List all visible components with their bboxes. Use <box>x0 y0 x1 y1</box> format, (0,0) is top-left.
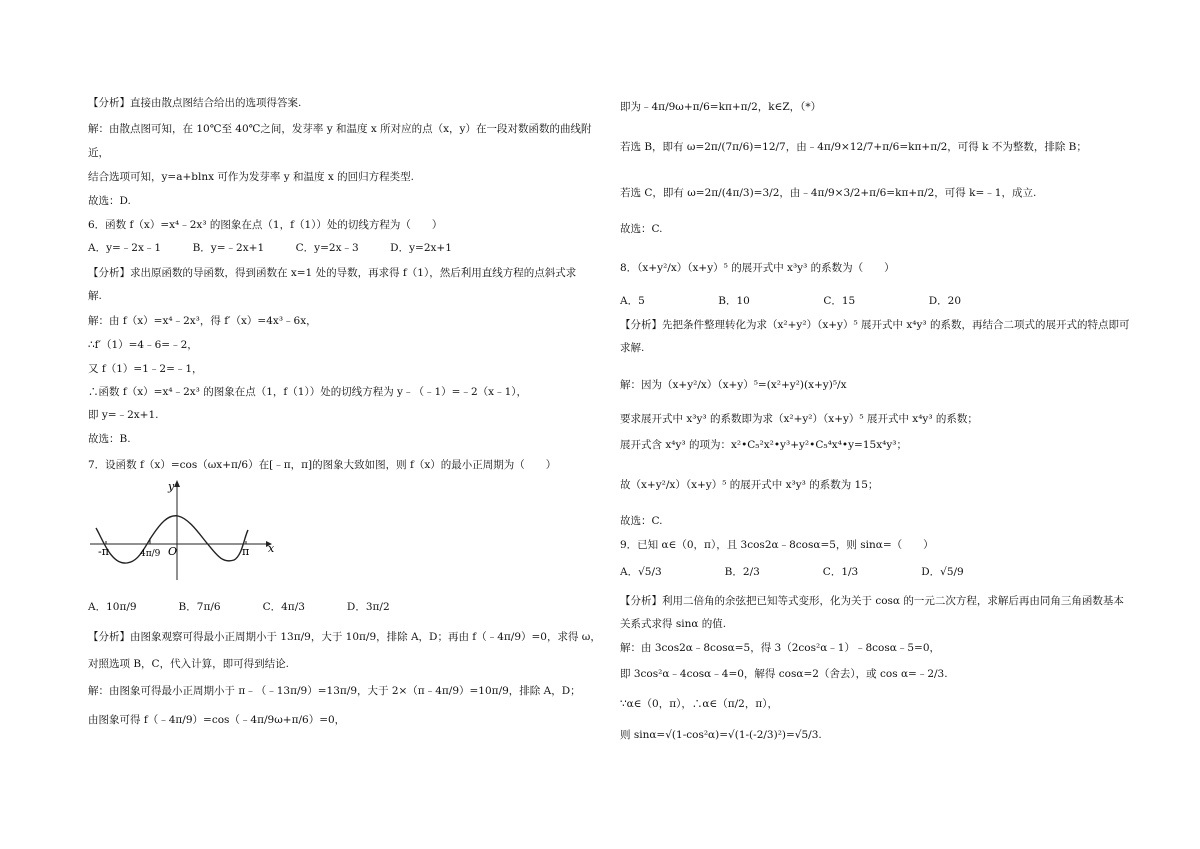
right-line-3: 故选：C. <box>620 223 663 235</box>
tick-pi: π <box>242 545 250 558</box>
left-line-17: 【分析】由图象观察可得最小正周期小于 13π/9，大于 10π/9，排除 A，D；再由 f（﹣4π/9）=0，求得 ω， <box>88 631 601 643</box>
left-line-14: 故选：B. <box>88 433 131 445</box>
right-line-14: A．√5/3 B．2/3 C．1/3 D．√5/9 <box>620 566 964 578</box>
left-line-8: 解. <box>88 290 102 302</box>
right-line-16: 关系式求得 sinα 的值. <box>620 618 727 630</box>
left-line-0: 【分析】直接由散点图结合给出的选项得答案. <box>88 97 302 109</box>
left-line-18: 对照选项 B，C，代入计算，即可得到结论. <box>88 658 289 670</box>
right-line-9: 要求展开式中 x³y³ 的系数即为求（x²+y²）（x+y）⁵ 展开式中 x⁴y³ 的系数； <box>620 413 978 425</box>
left-line-11: 又 f（1）=1﹣2=﹣1， <box>88 363 203 375</box>
left-line-9: 解：由 f（x）=x⁴﹣2x³，得 f′（x）=4x³﹣6x， <box>88 315 317 327</box>
right-line-11: 故（x+y²/x）（x+y）⁵ 的展开式中 x³y³ 的系数为 15； <box>620 479 879 491</box>
left-line-7: 【分析】求出原函数的导函数，得到函数在 x=1 处的导数，再求得 f（1），然后利用直线方程的点斜式求 <box>88 267 577 279</box>
left-line-2: 近， <box>88 147 109 159</box>
x-axis-label: x <box>268 542 275 555</box>
left-line-3: 结合选项可知，y=a+blnx 可作为发芽率 y 和温度 x 的回归方程类型. <box>88 171 414 183</box>
tick-4pi-9: 4π/9 <box>140 549 161 559</box>
cosine-graph <box>88 478 278 584</box>
y-axis-label: y <box>168 480 175 493</box>
left-line-16: A．10π/9 B．7π/6 C．4π/3 D．3π/2 <box>88 601 390 613</box>
left-line-6: A．y=﹣2x﹣1 B．y=﹣2x+1 C．y=2x﹣3 D．y=2x+1 <box>88 242 452 254</box>
right-line-7: 求解. <box>620 342 645 354</box>
left-line-13: 即 y=﹣2x+1. <box>88 409 159 421</box>
right-line-20: 则 sinα=√(1-cos²α)=√(1-(-2/3)²)=√5/3. <box>620 729 822 741</box>
left-line-19: 解：由图象可得最小正周期小于 π﹣（﹣13π/9）=13π/9，大于 2×（π﹣4π/9）=10π/9，排除 A，D； <box>88 685 581 697</box>
right-line-19: ∵α∈（0，π），∴α∈（π/2，π）， <box>620 698 779 710</box>
right-line-0: 即为﹣4π/9ω+π/6=kπ+π/2，k∈Z，（*） <box>620 101 822 113</box>
right-line-5: A．5 B．10 C．15 D．20 <box>620 295 962 307</box>
right-line-6: 【分析】先把条件整理转化为求（x²+y²）（x+y）⁵ 展开式中 x⁴y³ 的系数，再结合二项式的展开式的特点即可 <box>620 319 1130 331</box>
left-line-12: ∴函数 f（x）=x⁴﹣2x³ 的图象在点（1，f（1））处的切线方程为 y﹣（﹣1）=﹣2（x﹣1）， <box>88 386 527 398</box>
right-line-18: 即 3cos²α﹣4cosα﹣4=0，解得 cosα=2（舍去），或 cos α=﹣2/3. <box>620 668 948 680</box>
left-line-20: 由图象可得 f（﹣4π/9）=cos（﹣4π/9ω+π/6）=0， <box>88 714 346 726</box>
right-line-1: 若选 B，即有 ω=2π/(7π/6)=12/7，由﹣4π/9×12/7+π/6=kπ+π/2，可得 k 不为整数，排除 B； <box>620 141 1087 153</box>
tick-neg-pi: -π <box>98 545 109 558</box>
right-line-8: 解：因为（x+y²/x）（x+y）⁵=(x²+y²)(x+y)⁵/x <box>620 379 847 391</box>
right-line-2: 若选 C，即有 ω=2π/(4π/3)=3/2，由﹣4π/9×3/2+π/6=kπ+π/2，可得 k=﹣1，成立. <box>620 187 1037 199</box>
right-line-12: 故选：C. <box>620 515 663 527</box>
y-axis-arrow <box>174 480 180 487</box>
right-line-13: 9．已知 α∈（0，π），且 3cos2α﹣8cosα=5，则 sinα=（ ） <box>620 539 934 551</box>
left-line-5: 6．函数 f（x）=x⁴﹣2x³ 的图象在点（1，f（1））处的切线方程为（ ） <box>88 219 443 231</box>
left-line-4: 故选：D. <box>88 195 131 207</box>
origin-label: O <box>168 545 178 558</box>
right-line-17: 解：由 3cos2α﹣8cosα=5，得 3（2cos²α﹣1）﹣8cosα﹣5=0， <box>620 642 941 654</box>
left-line-1: 解：由散点图可知，在 10℃至 40℃之间，发芽率 y 和温度 x 所对应的点（x，y）在一段对数函数的曲线附 <box>88 123 592 135</box>
right-line-4: 8．（x+y²/x）（x+y）⁵ 的展开式中 x³y³ 的系数为（ ） <box>620 262 895 274</box>
left-line-10: ∴f′（1）=4﹣6=﹣2， <box>88 339 198 351</box>
right-line-10: 展开式含 x⁴y³ 的项为：x²•C₅²x²•y³+y²•C₅⁴x⁴•y=15x⁴y³； <box>620 439 907 451</box>
left-line-15: 7．设函数 f（x）=cos（ωx+π/6）在[﹣π，π]的图象大致如图，则 f（x）的最小正周期为（ ） <box>88 459 557 471</box>
right-line-15: 【分析】利用二倍角的余弦把已知等式变形，化为关于 cosα 的一元二次方程，求解后再由同角三角函数基本 <box>620 595 1124 607</box>
